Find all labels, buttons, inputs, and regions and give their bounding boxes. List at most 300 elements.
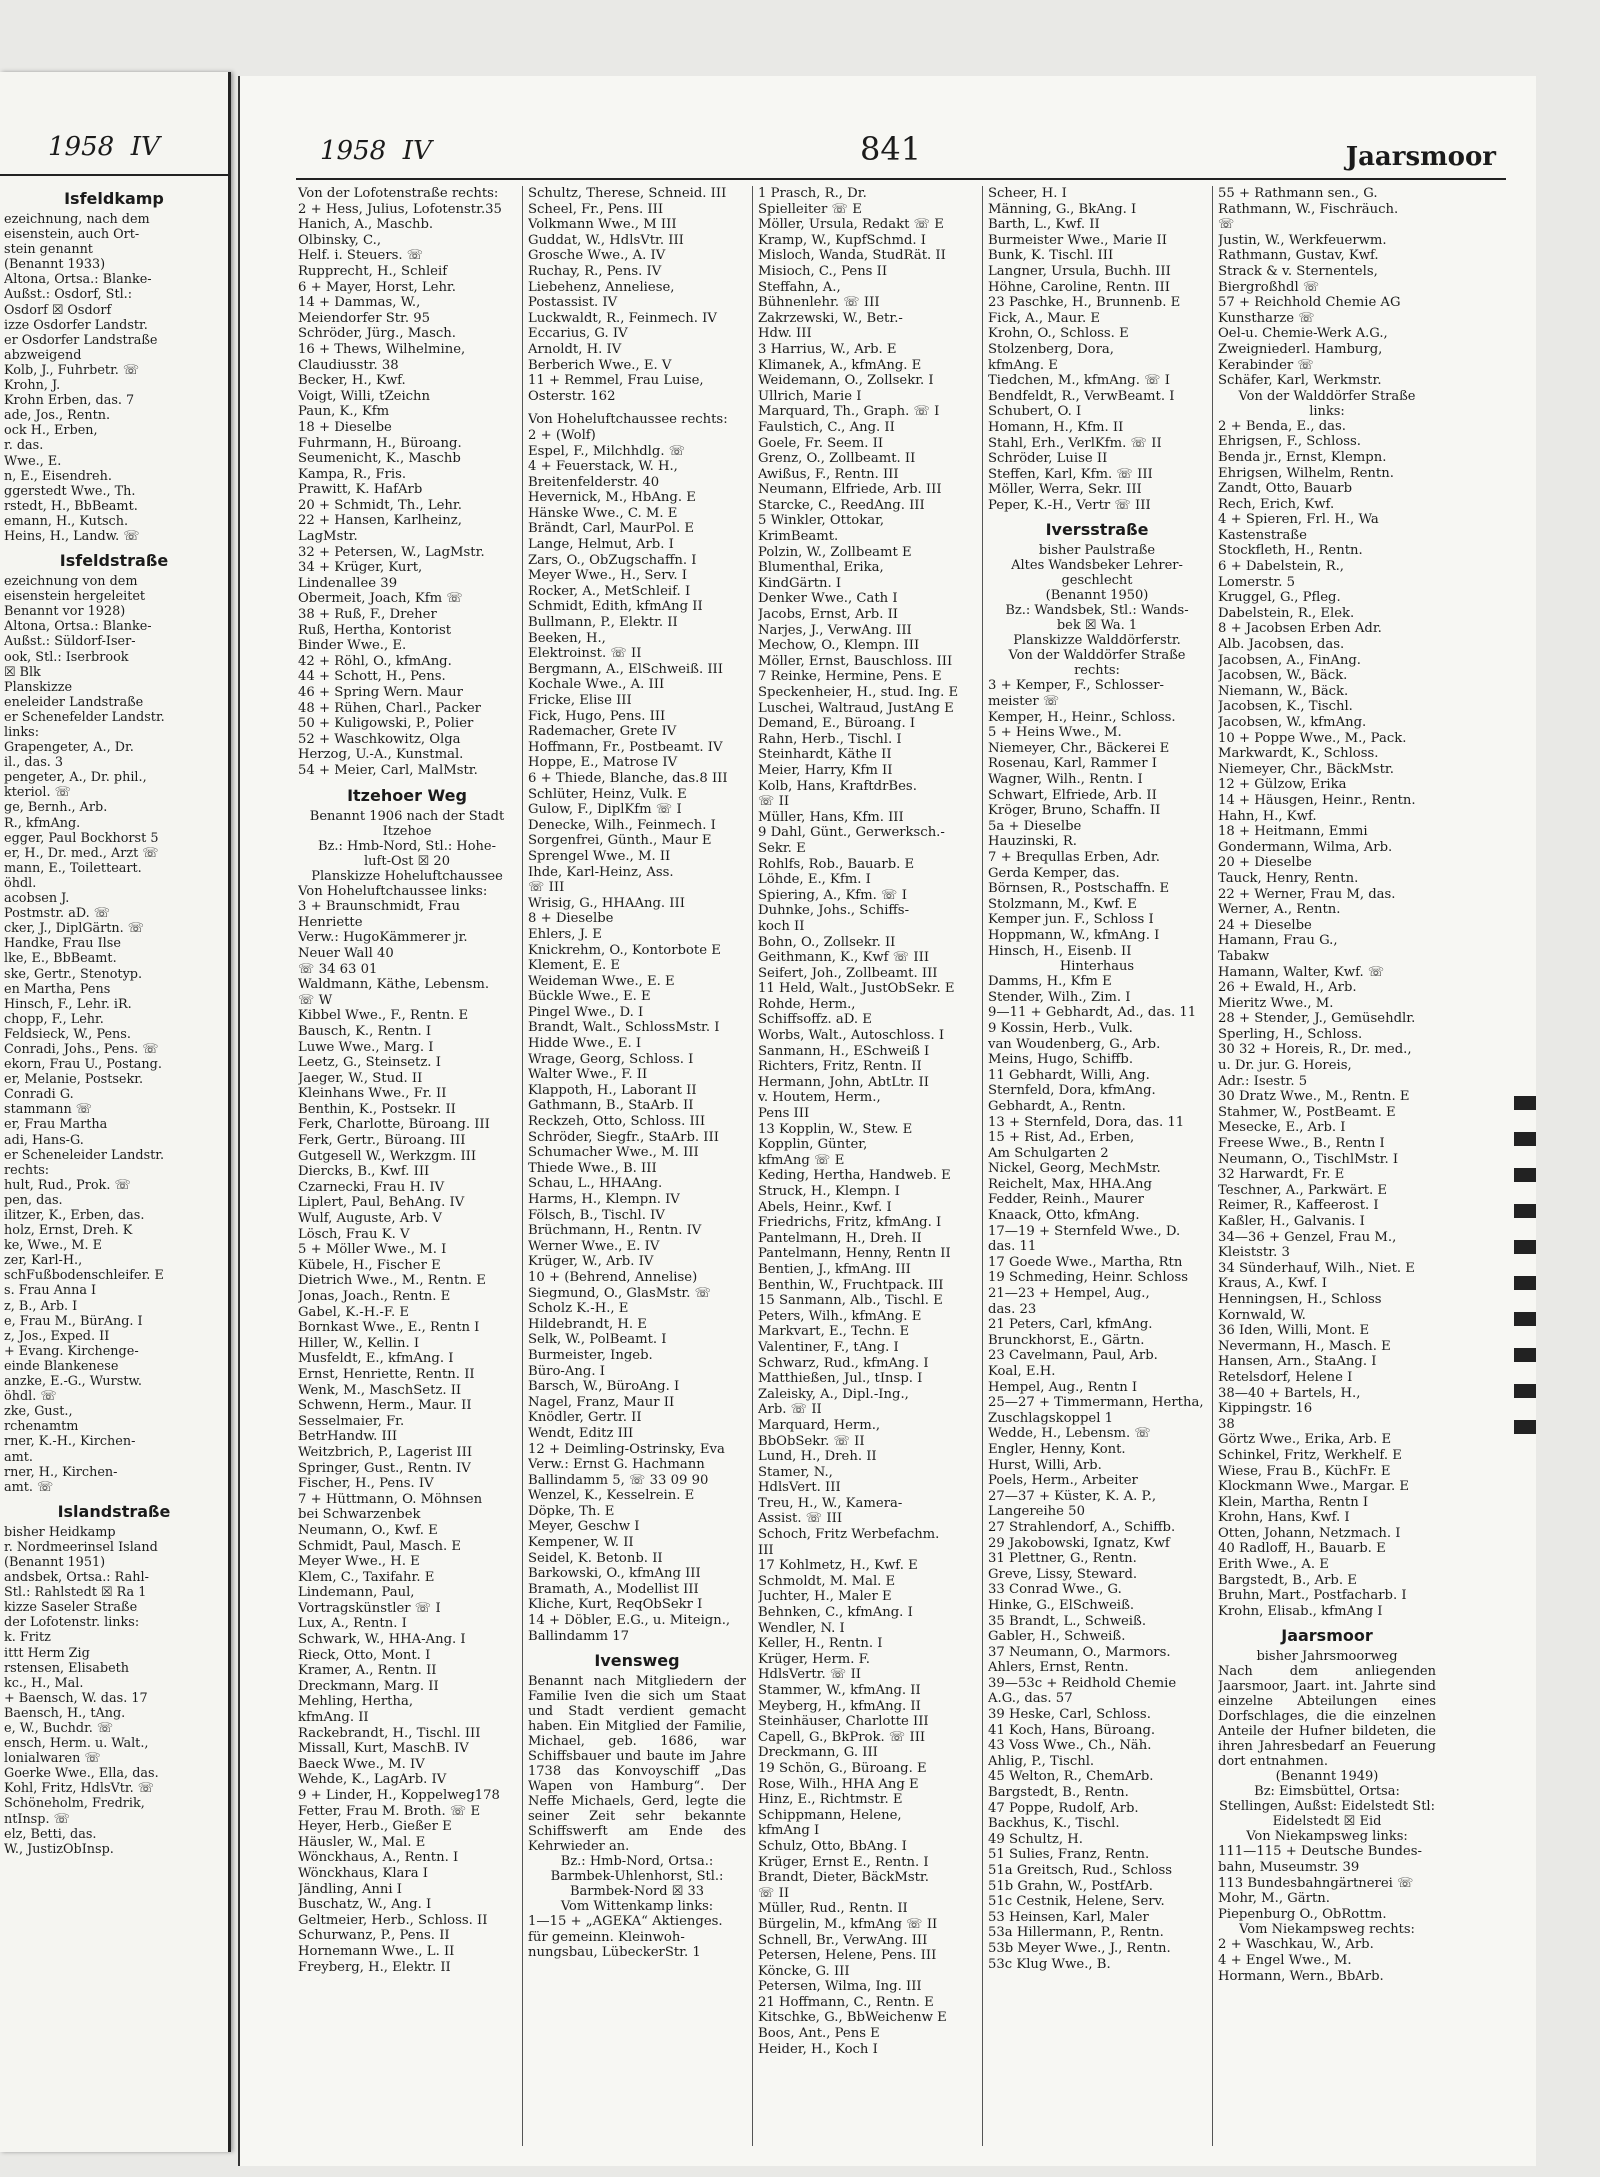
directory-entry: 3 + Braunschmidt, Frau [298, 899, 460, 915]
directory-entry: Jacobsen, W., kfmAng. [1218, 715, 1367, 730]
directory-entry: Krohn, Elisab., kfmAng I [1218, 1603, 1383, 1619]
directory-entry: ☏ W [298, 992, 333, 1008]
directory-entry: 19 Schön, G., Büroang. E [758, 1760, 927, 1776]
directory-entry: 45 Welton, R., ChemArb. [988, 1769, 1154, 1785]
directory-entry: 31 Plettner, G., Rentn. [988, 1551, 1137, 1567]
directory-entry: 10 + Poppe Wwe., M., Pack. [1218, 730, 1407, 746]
directory-entry: meister ☏ [988, 694, 1060, 710]
directory-entry: Kornwald, W. [1218, 1307, 1306, 1323]
directory-entry: Barth, L., Kwf. II [988, 217, 1100, 233]
directory-entry: 40 Radloff, H., Bauarb. E [1218, 1541, 1386, 1557]
street-heading: Iversstraße [1045, 520, 1149, 540]
directory-entry: Assist. ☏ III [758, 1511, 843, 1527]
directory-entry: 14 + Döbler, E.G., u. Miteign., [528, 1613, 731, 1629]
directory-entry: Postmstr. aD. ☏ [4, 906, 110, 922]
page-number: 841 [860, 130, 922, 168]
directory-entry: Erith Wwe., A. E [1218, 1557, 1329, 1573]
directory-entry: Hänske Wwe., C. M. E [528, 505, 678, 521]
directory-entry: kfmAng ☏ E [758, 1152, 845, 1168]
directory-entry: Meiendorfer Str. 95 [298, 310, 431, 326]
directory-entry: Wwe., E. [4, 453, 62, 469]
directory-entry: 113 Bundesbahngärtnerei ☏ [1218, 1875, 1414, 1891]
directory-entry: Langner, Ursula, Buchh. III [988, 263, 1171, 279]
directory-entry: Weitzbrich, P., Lagerist III [298, 1444, 473, 1460]
directory-entry: ittt Herm Zig [4, 1645, 90, 1661]
street-note: Nach dem anliegenden Jaarsmoor, Jaart. int. Jahrte sind einzelne Abteilungen eines Dorfschlages, die die einzelnen Anteile der Hufner bildeten, die ihren Jahresbedarf an Feuerung dort entnahmen. [1218, 1664, 1436, 1770]
directory-entry: Wendt, Editz III [528, 1425, 634, 1441]
directory-entry: Meyer, Geschw I [528, 1519, 640, 1535]
directory-entry: Hinsch, H., Eisenb. II [988, 943, 1132, 959]
directory-entry: e, Frau M., BürAng. I [4, 1313, 143, 1329]
directory-column-5 [1218, 186, 1436, 2146]
directory-entry: Löhde, E., Kfm. I [758, 872, 871, 888]
directory-entry: Schubert, O. I [988, 404, 1082, 420]
street-note: bek ☒ Wa. 1 [1056, 618, 1138, 634]
directory-entry: ook, Stl.: Iserbrook [4, 649, 129, 665]
directory-entry: 21 Hoffmann, C., Rentn. E [758, 1994, 934, 2010]
directory-entry: Justin, W., Werkfeuerwm. [1218, 232, 1387, 248]
directory-entry: Kemper, H., Heinr., Schloss. [988, 709, 1176, 725]
directory-entry: Wedde, H., Lebensm. ☏ [988, 1426, 1151, 1442]
directory-entry: 22 + Hansen, Karlheinz, [298, 513, 462, 529]
directory-entry: Jacobs, Ernst, Arb. II [758, 607, 899, 623]
directory-entry: Krüger, Herm. F. [758, 1651, 870, 1667]
directory-entry: Herzog, U.-A., Kunstmal. [298, 747, 464, 763]
directory-entry: Am Schulgarten 2 [988, 1145, 1109, 1161]
directory-entry: Kruggel, G., Pfleg. [1218, 590, 1341, 606]
directory-entry: Zandt, Otto, Bauarb [1218, 481, 1353, 497]
directory-entry: ☏ II [758, 1885, 790, 1901]
directory-column-4 [988, 186, 1206, 2146]
directory-entry: Börnsen, R., Postschaffn. E [988, 881, 1170, 897]
directory-entry: LagMstr. [298, 529, 358, 545]
directory-entry: Awißus, F., Rentn. III [758, 466, 899, 482]
directory-entry: Gebhardt, A., Rentn. [988, 1098, 1126, 1114]
directory-entry: 11 Held, Walt., JustObSekr. E [758, 981, 955, 997]
directory-entry: 21—23 + Hempel, Aug., [988, 1286, 1150, 1302]
directory-entry: Zweigniederl. Hamburg, [1218, 341, 1383, 357]
directory-entry: ock H., Erben, [4, 423, 98, 439]
street-note: Altes Wandsbeker Lehrer- [1011, 558, 1183, 574]
directory-entry: Hanich, A., Maschb. [298, 217, 434, 233]
directory-entry: Hinke, G., ElSchweiß. [988, 1597, 1135, 1613]
directory-entry: Faulstich, C., Ang. II [758, 419, 895, 435]
directory-entry: er, Melanie, Postsekr. [4, 1072, 144, 1088]
street-note: Bz.: Wandsbek, Stl.: Wands- [1005, 603, 1189, 619]
directory-entry: Hildebrandt, H. E [528, 1316, 647, 1332]
directory-entry: en Martha, Pens [4, 981, 111, 997]
directory-entry: das. 11 [988, 1239, 1037, 1255]
directory-entry: Benannt vor 1928) [4, 604, 126, 620]
directory-entry: Schumacher Wwe., M. III [528, 1145, 699, 1161]
directory-entry: Klappoth, H., Laborant II [528, 1082, 697, 1098]
directory-entry: Siegmund, O., GlasMstr. ☏ [528, 1285, 712, 1301]
directory-entry: Stender, Wilh., Zim. I [988, 989, 1131, 1005]
directory-entry: Misloch, Wanda, StudRät. II [758, 248, 946, 264]
directory-entry: Bückle Wwe., E. E [528, 989, 651, 1005]
directory-entry: rner, H., Kirchen- [4, 1464, 118, 1480]
directory-entry: Luckwaldt, R., Feinmech. IV [528, 310, 717, 326]
directory-entry: elz, Betti, das. [4, 1826, 97, 1842]
directory-entry: 51 Sulies, Franz, Rentn. [988, 1847, 1150, 1863]
directory-entry: Espel, F., Milchhdlg. ☏ [528, 443, 686, 459]
directory-entry: Schultz, Therese, Schneid. III [528, 186, 727, 201]
directory-entry: Schoch, Fritz Werbefachm. [758, 1527, 940, 1543]
left-page-header [48, 132, 160, 162]
directory-entry: er Schenefelder Landstr. [4, 709, 165, 725]
directory-entry: er, Frau Martha [4, 1117, 108, 1133]
directory-entry: rchenamtm [4, 1419, 79, 1435]
directory-entry: 5 Winkler, Ottokar, [758, 513, 885, 529]
directory-entry: Tabakw [1218, 948, 1270, 964]
directory-entry: nungsbau, LübeckerStr. 1 [528, 1945, 701, 1961]
directory-entry: Kempener, W. II [528, 1535, 634, 1551]
street-heading: Isfeldkamp [64, 189, 164, 208]
directory-entry: rstensen, Elisabeth [4, 1660, 130, 1676]
directory-entry: Krüger, W., Arb. IV [528, 1254, 654, 1270]
directory-entry: für gemeinn. Kleinwoh- [528, 1929, 685, 1945]
directory-entry: Marquard, Th., Graph. ☏ I [758, 404, 940, 420]
directory-entry: Altona, Ortsa.: Blanke- [4, 272, 152, 288]
directory-entry: Kunstharze ☏ [1218, 310, 1315, 326]
directory-entry: bei Schwarzenbek [298, 1507, 421, 1523]
street-note: Hinterhaus [1059, 959, 1135, 975]
directory-entry: Rackebrandt, H., Tischl. III [298, 1725, 481, 1741]
street-heading: Islandstraße [57, 1501, 171, 1521]
directory-entry: 41 Koch, Hans, Büroang. [988, 1722, 1156, 1738]
directory-entry: Ehrigsen, F., Schloss. [1218, 434, 1361, 450]
directory-entry: Matthießen, Jul., tInsp. I [758, 1371, 923, 1387]
directory-entry: Engler, Henny, Kont. [988, 1441, 1126, 1457]
directory-entry: 27 Strahlendorf, A., Schiffb. [988, 1519, 1176, 1535]
directory-entry: Lux, A., Rentn. I [298, 1616, 407, 1632]
directory-entry: Kraus, A., Kwf. I [1218, 1276, 1327, 1292]
directory-entry: koch II [758, 918, 805, 934]
directory-entry: Wendler, N. I [758, 1620, 845, 1636]
directory-entry: 51a Greitsch, Rud., Schloss [988, 1863, 1173, 1878]
directory-entry: Czarnecki, Frau H. IV [298, 1179, 445, 1195]
directory-entry: Kohl, Fritz, HdlsVtr. ☏ [4, 1781, 154, 1797]
directory-entry: Osterstr. 162 [528, 388, 616, 404]
directory-entry: Kramp, W., KupfSchmd. I [758, 232, 927, 248]
directory-entry: Markvart, E., Techn. E [758, 1324, 910, 1340]
directory-entry: 3 Harrius, W., Arb. E [758, 341, 897, 357]
directory-entry: Musfeldt, E., kfmAng. I [298, 1351, 454, 1367]
directory-entry: van Woudenberg, G., Arb. [988, 1036, 1161, 1052]
directory-entry: Männing, G., BkAng. I [988, 201, 1137, 217]
directory-entry: r. das. [4, 438, 44, 454]
directory-entry: Werner Wwe., E. IV [528, 1238, 660, 1254]
directory-entry: öhdl. ☏ [4, 1389, 57, 1405]
directory-entry: Schwarz, Rud., kfmAng. I [758, 1355, 929, 1371]
directory-entry: 23 Cavelmann, Paul, Arb. [988, 1348, 1158, 1364]
directory-entry: Schäfer, Karl, Werkmstr. [1218, 373, 1382, 389]
directory-entry: Mohr, M., Gärtn. [1218, 1891, 1330, 1907]
directory-entry: Osdorf ☒ Osdorf [4, 302, 112, 318]
directory-entry: 51c Cestnik, Helene, Serv. [988, 1894, 1165, 1910]
directory-entry: 1—15 + „AGEKA“ Aktienges. [528, 1914, 723, 1930]
directory-entry: v. Houtem, Herm., [758, 1090, 881, 1106]
directory-entry: Hinz, E., Richtmstr. E [758, 1792, 903, 1808]
directory-entry: 27—37 + Küster, K. A. P., [988, 1488, 1157, 1504]
directory-entry: Schinkel, Fritz, Werkhelf. E [1218, 1447, 1402, 1463]
directory-entry: Kaßler, H., Galvanis. I [1218, 1214, 1365, 1229]
directory-entry: 47 Poppe, Rudolf, Arb. [988, 1800, 1139, 1816]
directory-entry: Paun, K., Kfm [298, 404, 390, 420]
directory-entry: 51b Grahn, W., PostfArb. [988, 1878, 1153, 1894]
directory-entry: Hauzinski, R. [988, 834, 1077, 850]
directory-entry: er Osdorfer Landstraße [4, 332, 158, 348]
directory-entry: W., JustizObInsp. [4, 1841, 114, 1857]
directory-entry: Henningsen, H., Schloss [1218, 1291, 1382, 1307]
directory-entry: Capell, G., BkProk. ☏ III [758, 1729, 926, 1745]
directory-entry: einde Blankenese [4, 1358, 119, 1374]
directory-entry: 52 + Waschkowitz, Olga [298, 731, 461, 747]
directory-entry: Sesselmaier, Fr. [298, 1413, 405, 1429]
directory-entry: Strack & v. Sternentels, [1218, 263, 1378, 279]
directory-entry: Scheel, Fr., Pens. III [528, 201, 664, 217]
directory-entry: Häusler, W., Mal. E [298, 1834, 426, 1850]
directory-entry: Wehde, K., LagArb. IV [298, 1772, 447, 1788]
directory-entry: Knaack, Otto, kfmAng. [988, 1208, 1140, 1224]
directory-entry: Hamann, Frau G., [1218, 933, 1338, 949]
street-note: Bz: Eimsbüttel, Ortsa: Stellingen, Außst: Eidelstedt Stl: Eidelstedt ☒ Eid [1219, 1784, 1435, 1830]
directory-entry: Baensch, H., tAng. [4, 1705, 126, 1721]
directory-entry: Missall, Kurt, MaschB. IV [298, 1741, 469, 1757]
directory-entry: Hurst, Willi, Arb. [988, 1457, 1102, 1473]
directory-entry: KindGärtn. I [758, 575, 842, 591]
directory-entry: Dabelstein, R., Elek. [1218, 605, 1355, 621]
directory-entry: Außst.: Osdorf, Stl.: [4, 287, 133, 303]
directory-entry: Bruhn, Mart., Postfacharb. I [1218, 1588, 1407, 1604]
directory-entry: Kibbel Wwe., F., Rentn. E [298, 1008, 469, 1024]
directory-entry: Krohn Erben, das. 7 [4, 393, 135, 409]
directory-entry: Backhus, K., Tischl. [988, 1816, 1120, 1832]
directory-entry: 17 Goede Wwe., Martha, Rtn [988, 1254, 1183, 1270]
directory-entry: 9—11 + Gebhardt, Ad., das. 11 [988, 1005, 1197, 1021]
right-page [238, 76, 1536, 2166]
directory-entry: Bramath, A., Modellist III [528, 1581, 699, 1597]
directory-entry: 32 + Petersen, W., LagMstr. [298, 544, 485, 560]
directory-entry: pen, das. [4, 1192, 63, 1208]
directory-entry: Conradi G. [4, 1087, 74, 1103]
directory-entry: Spielleiter ☏ E [758, 201, 862, 217]
directory-entry: s. Frau Anna I [4, 1283, 97, 1299]
directory-entry: kfmAng. II [298, 1710, 369, 1726]
directory-entry: Bargstedt, B., Arb. E [1218, 1572, 1357, 1588]
directory-entry: Keller, H., Rentn. I [758, 1636, 883, 1652]
directory-entry: Fedder, Reinh., Maurer [988, 1192, 1144, 1208]
directory-entry: 28 + Stender, J., Gemüsehdlr. [1218, 1011, 1416, 1027]
street-note: Von Niekampsweg links: [1246, 1829, 1408, 1845]
directory-entry: adi, Hans-G. [4, 1132, 84, 1148]
street-note: bisher Jahrsmoorweg [1256, 1649, 1398, 1665]
directory-entry: Bornkast Wwe., E., Rentn I [298, 1320, 480, 1336]
directory-entry: 20 + Dieselbe [1218, 855, 1312, 871]
directory-entry: Bargstedt, B., Rentn. [988, 1785, 1129, 1801]
directory-entry: Walter Wwe., F. II [528, 1067, 648, 1083]
directory-entry: Schmidt, Edith, kfmAng II [528, 599, 703, 615]
directory-entry: 111—115 + Deutsche Bundes- [1218, 1844, 1422, 1860]
directory-entry: HdlsVert. III [758, 1480, 841, 1496]
directory-entry: Claudiusstr. 38 [298, 357, 399, 373]
directory-entry: chopp, F., Lehr. [4, 1011, 104, 1027]
directory-entry: 15 Sanmann, Alb., Tischl. E [758, 1293, 943, 1309]
directory-entry: Barsch, W., BüroAng. I [528, 1379, 680, 1395]
directory-entry: 57 + Reichhold Chemie AG [1218, 295, 1401, 311]
column-rule [1212, 186, 1213, 2146]
right-year: 1958 [320, 136, 387, 166]
directory-entry: Stolzmann, M., Kwf. E [988, 896, 1137, 912]
directory-entry: 5a + Dieselbe [988, 818, 1082, 834]
directory-entry: Zuschlagskoppel 1 [988, 1410, 1114, 1426]
directory-entry: Hdw. III [758, 326, 812, 342]
directory-entry: Denecke, Wilh., Feinmech. I [528, 817, 716, 833]
left-column [4, 182, 224, 2142]
directory-entry: Neumann, O., Kwf. E [298, 1522, 438, 1538]
directory-entry: Conradi, Johs., Pens. ☏ [4, 1041, 159, 1057]
directory-entry: Pingel Wwe., D. I [528, 1004, 644, 1020]
directory-entry: ☏ II [758, 794, 790, 810]
directory-entry: Misioch, C., Pens II [758, 263, 888, 279]
directory-entry: Stamer, N., [758, 1464, 833, 1480]
directory-entry: Steinhäuser, Charlotte III [758, 1714, 929, 1730]
directory-entry: Schurwanz, P., Pens. II [298, 1928, 450, 1944]
directory-entry: Schlüter, Heinz, Vulk. E [528, 786, 687, 802]
directory-entry: Struck, H., Klempn. I [758, 1184, 900, 1199]
right-page-header [240, 130, 1536, 178]
directory-entry: Müller, Rud., Rentn. II [758, 1901, 908, 1917]
directory-entry: Von Hoheluftchaussee links: [298, 883, 488, 899]
directory-entry: Koal, E.H. [988, 1364, 1056, 1379]
directory-entry: 20 + Schmidt, Th., Lehr. [298, 497, 462, 513]
directory-entry: 2 + (Wolf) [528, 427, 596, 443]
directory-entry: Gathmann, B., StaArb. II [528, 1098, 694, 1114]
directory-entry: Speckenheier, H., stud. Ing. E [758, 685, 959, 700]
directory-entry: Köncke, G. III [758, 1963, 850, 1979]
directory-entry: Schnell, Br., VerwAng. III [758, 1932, 928, 1948]
directory-entry: 4 + Feuerstack, W. H., [528, 459, 678, 475]
directory-entry: lke, E., BbBeamt. [4, 951, 117, 967]
directory-entry: 38 [1218, 1416, 1235, 1432]
street-heading: Ivensweg [594, 1651, 680, 1671]
directory-entry: Reichelt, Max, HHA.Ang [988, 1176, 1152, 1192]
directory-entry: Diercks, B., Kwf. III [298, 1164, 430, 1180]
directory-entry: Biergroßhdl ☏ [1218, 279, 1320, 295]
directory-entry: Grenz, O., Zollbeamt. II [758, 451, 916, 467]
directory-entry: Gulow, F., DiplKfm ☏ I [528, 802, 682, 818]
directory-entry: Stammer, W., kfmAng. II [758, 1683, 921, 1698]
directory-entry: Klockmann Wwe., Margar. E [1218, 1479, 1409, 1495]
directory-entry: Höhne, Caroline, Rentn. III [988, 279, 1170, 295]
directory-entry: Hahn, H., Kwf. [1218, 808, 1317, 824]
directory-entry: Jacobsen, W., Bäck. [1218, 668, 1348, 684]
directory-entry: il., das. 3 [4, 755, 64, 771]
directory-entry: Gondermann, Wilma, Arb. [1218, 839, 1393, 855]
directory-entry: Brunckhorst, E., Gärtn. [988, 1332, 1145, 1348]
directory-entry: Tiedchen, M., kfmAng. ☏ I [988, 373, 1171, 389]
directory-entry: III [758, 1542, 774, 1558]
directory-entry: Stahl, Erh., VerlKfm. ☏ II [988, 435, 1162, 451]
directory-entry: Schwenn, Herm., Maur. II [298, 1398, 472, 1414]
directory-entry: Denker Wwe., Cath I [758, 591, 898, 607]
directory-entry: cker, J., DiplGärtn. ☏ [4, 921, 144, 937]
directory-entry: 11 Gebhardt, Willi, Ang. [988, 1067, 1150, 1083]
directory-entry: Bohn, O., Zollsekr. II [758, 934, 896, 950]
directory-entry: Rathmann, W., Fischräuch. [1218, 201, 1399, 217]
directory-entry: Verw.: HugoKämmerer jr. [298, 930, 468, 946]
directory-entry: Jonas, Joach., Rentn. E [298, 1289, 451, 1304]
directory-entry: Krohn, Hans, Kwf. I [1218, 1510, 1350, 1526]
directory-entry: Heins, H., Landw. ☏ [4, 528, 140, 544]
directory-entry: Liebehenz, Anneliese, [528, 279, 675, 295]
directory-entry: Eccarius, G. IV [528, 326, 628, 342]
directory-entry: 2 + Hess, Julius, Lofotenstr.35 [298, 201, 502, 217]
directory-entry: Lomerstr. 5 [1218, 574, 1296, 590]
directory-entry: Fricke, Elise III [528, 693, 632, 708]
directory-entry: Jacobsen, A., FinAng. [1218, 652, 1361, 668]
directory-entry: Henriette [298, 914, 363, 930]
directory-entry: Büro-Ang. I [528, 1363, 605, 1379]
directory-entry: 54 + Meier, Carl, MalMstr. [298, 762, 478, 778]
directory-entry: Freese Wwe., B., Rentn I [1218, 1136, 1385, 1152]
directory-entry: Heyer, Herb., Gießer E [298, 1819, 452, 1835]
directory-entry: 4 + Engel Wwe., M. [1218, 1953, 1352, 1968]
directory-entry: Postassist. IV [528, 295, 618, 311]
directory-entry: e, W., Buchdr. ☏ [4, 1721, 113, 1736]
directory-entry: Breitenfelderstr. 40 [528, 474, 660, 490]
directory-entry: Volkmann Wwe., M III [528, 217, 677, 233]
directory-entry: Bentien, J., kfmAng. III [758, 1261, 911, 1277]
directory-entry: Worbs, Walt., Autoschloss. I [758, 1028, 945, 1044]
directory-entry: Döpke, Th. E [528, 1503, 615, 1519]
street-note: Planskizze Walddörferstr. [1013, 633, 1181, 649]
directory-entry: Meyer Wwe., H. E [298, 1554, 420, 1570]
directory-entry: Abels, Heinr., Kwf. I [758, 1199, 892, 1215]
directory-entry: Retelsdorf, Helene I [1218, 1369, 1353, 1385]
directory-entry: 42 + Röhl, O., kfmAng. [298, 653, 452, 669]
street-note: (Benannt 1949) [1275, 1769, 1379, 1785]
directory-entry: Geltmeier, Herb., Schloss. II [298, 1912, 488, 1928]
directory-entry: 26 + Ewald, H., Arb. [1218, 980, 1357, 996]
directory-entry: Spiering, A., Kfm. ☏ I [758, 887, 907, 903]
directory-entry: 37 Neumann, O., Marmors. [988, 1644, 1171, 1660]
directory-entry: 5 + Heins Wwe., M. [988, 725, 1122, 741]
directory-entry: 17—19 + Sternfeld Wwe., D. [988, 1223, 1181, 1239]
directory-entry: Bühnenlehr. ☏ III [758, 295, 880, 311]
directory-entry: Nickel, Georg, MechMstr. [988, 1161, 1161, 1177]
directory-entry: Hansen, Arn., StaAng. I [1218, 1354, 1377, 1370]
directory-entry: 7 + Brequllas Erben, Adr. [988, 850, 1160, 865]
directory-entry: Hoppmann, W., kfmAng. I [988, 927, 1160, 943]
directory-entry: Otten, Johann, Netzmach. I [1218, 1525, 1401, 1541]
directory-entry: Kleinhans Wwe., Fr. II [298, 1086, 447, 1102]
directory-entry: Arb. ☏ II [758, 1402, 822, 1418]
directory-entry: BbObSekr. ☏ II [758, 1433, 865, 1449]
directory-entry: 34 + Krüger, Kurt, [298, 560, 423, 576]
directory-entry: Hermann, John, AbtLtr. II [758, 1074, 929, 1090]
street-note: Bz.: Hmb-Nord, Stl.: Hohe- [318, 838, 496, 854]
directory-entry: Schau, L., HHAAng. [528, 1176, 663, 1192]
directory-column-3 [758, 186, 976, 2146]
directory-entry: Freyberg, H., Elektr. II [298, 1959, 451, 1975]
directory-entry: Nagel, Franz, Maur II [528, 1394, 675, 1410]
directory-entry: 19 Schmeding, Heinr. Schloss [988, 1270, 1189, 1286]
directory-entry: Kippingstr. 16 [1218, 1401, 1313, 1417]
directory-entry: 49 Schultz, H. [988, 1831, 1083, 1847]
directory-entry: A.G., das. 57 [988, 1691, 1073, 1707]
directory-entry: Stahmer, W., PostBeamt. E [1218, 1104, 1396, 1120]
